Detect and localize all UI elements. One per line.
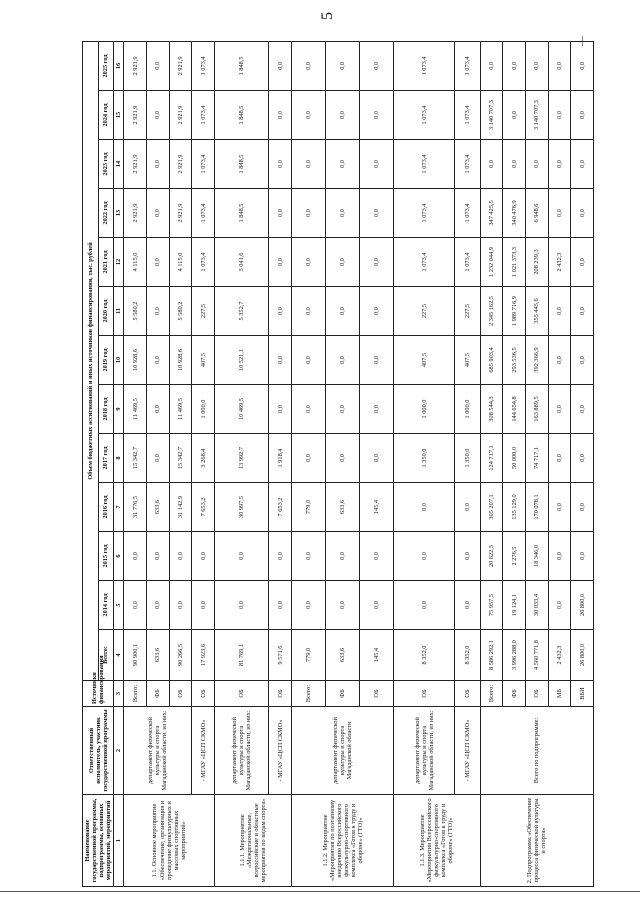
value-cell: 0,0: [326, 336, 360, 385]
executor-cell: Всего по подпрограмме:: [480, 707, 594, 795]
value-cell: 1 989 716,9: [503, 287, 526, 336]
value-cell: 0,0: [326, 287, 360, 336]
value-cell: 1 848,5: [214, 91, 268, 140]
value-cell: 0,0: [571, 336, 594, 385]
value-cell: 145,4: [360, 483, 394, 532]
table-row: [480, 41, 503, 886]
column-number: 4: [114, 630, 124, 681]
executor-cell: департамент физической культуры и спорта Магаданской области, из них:: [124, 707, 192, 795]
value-cell: 90 266,5: [169, 630, 192, 681]
value-cell: 293 536,5: [503, 336, 526, 385]
header-year: 2023 год: [98, 140, 114, 189]
value-cell: 1 073,4: [192, 91, 215, 140]
bottom-rule: [0, 891, 640, 892]
value-cell: 0,0: [169, 532, 192, 581]
value-cell: 305 207,1: [480, 483, 503, 532]
value-cell: 11 469,5: [169, 385, 192, 434]
value-cell: 392 366,9: [525, 336, 548, 385]
value-cell: 0,0: [326, 385, 360, 434]
value-cell: 1 848,5: [214, 189, 268, 238]
value-cell: 0,0: [292, 385, 326, 434]
value-cell: 0,0: [571, 140, 594, 189]
value-cell: 4 115,0: [124, 238, 147, 287]
funding-source-cell: ОБ: [360, 681, 394, 707]
value-cell: 19 124,1: [503, 581, 526, 630]
value-cell: 3 996 288,0: [503, 630, 526, 681]
value-cell: 0,0: [214, 532, 268, 581]
executor-cell: - МГАУ «ЦСП СКМО»: [269, 707, 292, 795]
value-cell: 0,0: [292, 238, 326, 287]
header-executor: Ответственный исполнитель, участник государственной программы: [83, 707, 114, 795]
value-cell: 1 073,4: [394, 140, 455, 189]
value-cell: 685 903,4: [480, 336, 503, 385]
value-cell: 0,0: [269, 238, 292, 287]
header-year: 2017 год: [98, 434, 114, 483]
value-cell: 0,0: [548, 483, 571, 532]
program-name-cell: 1.1.3. Мероприятие «Мероприятия Всероссийского физкультурно-спортивного комплекса «Готов к труду и обороне» (ГТО)»: [394, 795, 480, 887]
value-cell: 1 073,4: [394, 41, 455, 90]
value-cell: 144 654,8: [503, 385, 526, 434]
funding-source-cell: МБ: [548, 681, 571, 707]
value-cell: 1 073,4: [394, 238, 455, 287]
column-number: 11: [114, 287, 124, 336]
value-cell: 0,0: [326, 189, 360, 238]
value-cell: 1 350,0: [394, 434, 455, 483]
value-cell: 0,0: [292, 140, 326, 189]
value-cell: 0,0: [292, 434, 326, 483]
value-cell: 11 469,5: [124, 385, 147, 434]
value-cell: 0,0: [192, 532, 215, 581]
value-cell: 0,0: [525, 41, 548, 90]
program-name-cell: 1.1.1. Мероприятие «Межрегиональные, всероссийские и областные мероприятия по видам спорта»: [214, 795, 291, 887]
value-cell: 30 033,4: [525, 581, 548, 630]
funding-source-cell: ФБ: [146, 681, 169, 707]
funding-source-cell: ОБ: [269, 681, 292, 707]
value-cell: 0,0: [360, 189, 394, 238]
value-cell: 0,0: [571, 238, 594, 287]
value-cell: 10 469,5: [214, 385, 268, 434]
column-number: 15: [114, 91, 124, 140]
value-cell: 407,5: [394, 336, 455, 385]
value-cell: 1 000,0: [192, 385, 215, 434]
value-cell: 0,0: [146, 91, 169, 140]
value-cell: 1 000,0: [394, 385, 455, 434]
value-cell: 0,0: [571, 41, 594, 90]
value-cell: 15 342,7: [169, 434, 192, 483]
table-row: [192, 41, 215, 886]
value-cell: 633,6: [326, 483, 360, 532]
value-cell: 0,0: [548, 336, 571, 385]
value-cell: 10 928,6: [124, 336, 147, 385]
value-cell: 0,0: [146, 336, 169, 385]
rotated-table-wrapper: [82, 42, 586, 887]
value-cell: 0,0: [292, 336, 326, 385]
header-year: 2015 год: [98, 532, 114, 581]
value-cell: 124 717,1: [480, 434, 503, 483]
value-cell: 90 900,1: [124, 630, 147, 681]
header-year: 2014 год: [98, 581, 114, 630]
header-year: 2019 год: [98, 336, 114, 385]
table-row: [394, 41, 455, 886]
funding-source-cell: ВБИ: [571, 681, 594, 707]
value-cell: 20 622,5: [480, 532, 503, 581]
value-cell: 0,0: [326, 41, 360, 90]
program-name-cell: 2. Подпрограмма «Обеспечение процесса физической культуры и спорта»: [480, 795, 594, 887]
funding-table: [82, 41, 594, 887]
header-total: Всего:: [98, 630, 114, 681]
table-row: [269, 41, 292, 886]
value-cell: 145,4: [360, 630, 394, 681]
value-cell: 13 992,7: [214, 434, 268, 483]
value-cell: 1 073,4: [192, 140, 215, 189]
table-row: [292, 41, 326, 886]
value-cell: 3 140 707,3: [480, 91, 503, 140]
value-cell: 5 352,7: [214, 287, 268, 336]
funding-source-cell: Всего:: [292, 681, 326, 707]
header-year: 2024 год: [98, 91, 114, 140]
header-row-1: [83, 41, 99, 886]
value-cell: 163 889,5: [525, 385, 548, 434]
value-cell: 779,0: [292, 483, 326, 532]
funding-source-cell: ОБ: [192, 681, 215, 707]
value-cell: 0,0: [326, 238, 360, 287]
column-number: 3: [114, 681, 124, 707]
value-cell: 2 921,9: [124, 140, 147, 189]
value-cell: 0,0: [571, 532, 594, 581]
value-cell: 135 129,0: [503, 483, 526, 532]
value-cell: 0,0: [360, 385, 394, 434]
header-year: 2018 год: [98, 385, 114, 434]
executor-cell: департамент физической культуры и спорта Магаданской области, из них:: [214, 707, 268, 795]
value-cell: 0,0: [525, 140, 548, 189]
value-cell: 1 350,0: [455, 434, 480, 483]
value-cell: 347 425,5: [480, 189, 503, 238]
value-cell: 0,0: [292, 287, 326, 336]
funding-source-cell: ОБ: [455, 681, 480, 707]
value-cell: 18 346,0: [525, 532, 548, 581]
value-cell: 2 345 162,5: [480, 287, 503, 336]
funding-source-cell: ФБ: [503, 681, 526, 707]
value-cell: 0,0: [269, 532, 292, 581]
value-cell: 355 445,6: [525, 287, 548, 336]
value-cell: 0,0: [292, 41, 326, 90]
value-cell: 208 239,3: [525, 238, 548, 287]
value-cell: 8 586 292,1: [480, 630, 503, 681]
value-cell: 0,0: [169, 581, 192, 630]
header-year: 2021 год: [98, 238, 114, 287]
value-cell: 0,0: [394, 532, 455, 581]
table-row: [124, 41, 147, 886]
value-cell: 2 432,3: [548, 238, 571, 287]
value-cell: 0,0: [571, 287, 594, 336]
column-number: 10: [114, 336, 124, 385]
value-cell: 2 921,9: [124, 41, 147, 90]
value-cell: 0,0: [269, 41, 292, 90]
value-cell: 0,0: [394, 483, 455, 532]
value-cell: 2 921,9: [124, 189, 147, 238]
funding-source-cell: ОБ: [525, 681, 548, 707]
value-cell: 0,0: [124, 532, 147, 581]
column-number: 14: [114, 140, 124, 189]
funding-source-cell: ОБ: [214, 681, 268, 707]
header-funding-group: Объем бюджетных ассигнований и иных источников финансирования, тыс. рублей: [83, 41, 99, 680]
value-cell: 0,0: [146, 238, 169, 287]
rotated-table-stage: [82, 42, 586, 887]
value-cell: 31 776,5: [124, 483, 147, 532]
value-cell: 17 923,6: [192, 630, 215, 681]
value-cell: 308 544,3: [480, 385, 503, 434]
value-cell: 9 571,6: [269, 630, 292, 681]
value-cell: 0,0: [269, 287, 292, 336]
executor-cell: - МГАУ «ЦСП СКМО»: [455, 707, 480, 795]
value-cell: 0,0: [146, 581, 169, 630]
value-cell: 0,0: [571, 385, 594, 434]
value-cell: 1 021 373,3: [503, 238, 526, 287]
value-cell: 1 918,4: [269, 434, 292, 483]
header-year: 2025 год: [98, 41, 114, 90]
funding-source-cell: ОБ: [394, 681, 455, 707]
value-cell: 1 848,5: [214, 41, 268, 90]
value-cell: 227,5: [192, 287, 215, 336]
value-cell: 0,0: [192, 581, 215, 630]
value-cell: 75 957,5: [480, 581, 503, 630]
value-cell: 0,0: [548, 91, 571, 140]
value-cell: 633,6: [146, 630, 169, 681]
value-cell: 0,0: [292, 581, 326, 630]
executor-cell: - МГАУ «ЦСП СКМО»: [192, 707, 215, 795]
header-year: 2016 год: [98, 483, 114, 532]
value-cell: 15 342,7: [124, 434, 147, 483]
value-cell: 81 769,1: [214, 630, 268, 681]
value-cell: 0,0: [360, 238, 394, 287]
column-number: 12: [114, 238, 124, 287]
value-cell: 7 653,2: [192, 483, 215, 532]
value-cell: 2 921,9: [124, 91, 147, 140]
value-cell: 0,0: [571, 434, 594, 483]
value-cell: 3 140 707,3: [525, 91, 548, 140]
value-cell: 227,5: [394, 287, 455, 336]
funding-source-cell: Всего:: [124, 681, 147, 707]
value-cell: 0,0: [269, 91, 292, 140]
column-number: 8: [114, 434, 124, 483]
value-cell: 0,0: [548, 140, 571, 189]
program-name-cell: 1.1. Основное мероприятие «Обеспечение, организация и проведение физкультурных и массовых спортивных мероприятий»: [124, 795, 215, 887]
column-number: 7: [114, 483, 124, 532]
value-cell: 633,6: [146, 483, 169, 532]
table-body: [124, 41, 594, 886]
value-cell: 0,0: [548, 581, 571, 630]
value-cell: 1 000,0: [455, 385, 480, 434]
value-cell: 5 580,2: [124, 287, 147, 336]
value-cell: 407,5: [192, 336, 215, 385]
value-cell: 0,0: [503, 41, 526, 90]
value-cell: 0,0: [326, 140, 360, 189]
value-cell: 0,0: [326, 91, 360, 140]
value-cell: 10 521,1: [214, 336, 268, 385]
value-cell: 1 073,4: [455, 91, 480, 140]
value-cell: 1 073,4: [192, 189, 215, 238]
value-cell: 0,0: [360, 581, 394, 630]
column-number: 1: [114, 795, 124, 887]
value-cell: 2 921,9: [169, 41, 192, 90]
value-cell: 1 848,5: [214, 140, 268, 189]
executor-cell: департамент физической культуры и спорта Магаданской области, из них:: [394, 707, 455, 795]
value-cell: 26 800,0: [571, 581, 594, 630]
value-cell: 2 921,9: [169, 140, 192, 189]
table-row: [214, 41, 268, 886]
column-number: 16: [114, 41, 124, 90]
value-cell: 50 000,0: [503, 434, 526, 483]
value-cell: 0,0: [480, 41, 503, 90]
value-cell: 4 560 771,8: [525, 630, 548, 681]
value-cell: 8 352,0: [455, 630, 480, 681]
value-cell: 0,0: [503, 91, 526, 140]
value-cell: 0,0: [146, 434, 169, 483]
value-cell: 1 073,4: [455, 238, 480, 287]
value-cell: 0,0: [360, 434, 394, 483]
value-cell: 0,0: [571, 483, 594, 532]
value-cell: 1 073,4: [394, 91, 455, 140]
value-cell: 0,0: [326, 532, 360, 581]
value-cell: 0,0: [360, 287, 394, 336]
value-cell: 0,0: [214, 581, 268, 630]
value-cell: 0,0: [503, 140, 526, 189]
value-cell: 170 078,1: [525, 483, 548, 532]
value-cell: 0,0: [548, 287, 571, 336]
value-cell: 1 073,4: [394, 189, 455, 238]
value-cell: 1 073,4: [455, 189, 480, 238]
value-cell: 0,0: [455, 581, 480, 630]
value-cell: 0,0: [269, 189, 292, 238]
value-cell: 0,0: [548, 41, 571, 90]
funding-source-cell: Всего:: [480, 681, 503, 707]
column-number: 13: [114, 189, 124, 238]
header-source: Источники финансирования: [83, 681, 114, 707]
value-cell: 0,0: [326, 581, 360, 630]
value-cell: 0,0: [292, 189, 326, 238]
value-cell: 0,0: [269, 581, 292, 630]
value-cell: 0,0: [146, 140, 169, 189]
header-year: 2020 год: [98, 287, 114, 336]
value-cell: 633,6: [326, 630, 360, 681]
value-cell: 1 073,4: [192, 238, 215, 287]
value-cell: 7 653,2: [269, 483, 292, 532]
value-cell: 0,0: [360, 140, 394, 189]
value-cell: 0,0: [146, 385, 169, 434]
header-year: 2022 год: [98, 189, 114, 238]
value-cell: 1 232 044,9: [480, 238, 503, 287]
value-cell: 0,0: [146, 41, 169, 90]
value-cell: 2 276,5: [503, 532, 526, 581]
value-cell: 407,5: [455, 336, 480, 385]
value-cell: 2 432,3: [548, 630, 571, 681]
value-cell: 0,0: [124, 581, 147, 630]
value-cell: 0,0: [360, 91, 394, 140]
value-cell: 0,0: [548, 434, 571, 483]
funding-source-cell: ОБ: [169, 681, 192, 707]
value-cell: 1 073,4: [455, 41, 480, 90]
value-cell: 0,0: [548, 385, 571, 434]
value-cell: 1 073,4: [455, 140, 480, 189]
value-cell: 0,0: [269, 385, 292, 434]
table-row: [455, 41, 480, 886]
value-cell: 0,0: [269, 336, 292, 385]
funding-source-cell: ФБ: [326, 681, 360, 707]
value-cell: 0,0: [360, 41, 394, 90]
value-cell: 0,0: [360, 336, 394, 385]
column-number: 2: [114, 707, 124, 795]
value-cell: 5 580,2: [169, 287, 192, 336]
value-cell: 0,0: [394, 581, 455, 630]
value-cell: 0,0: [146, 189, 169, 238]
value-cell: 26 800,0: [571, 630, 594, 681]
column-number: 9: [114, 385, 124, 434]
value-cell: 3 268,4: [192, 434, 215, 483]
program-name-cell: 1.1.2. Мероприятие «Мероприятия по поэтапному внедрению Всероссийского физкультурно-спортивного комплекса «Готов к труду и обороне» (ГТО)»: [292, 795, 394, 887]
value-cell: 0,0: [269, 140, 292, 189]
value-cell: 0,0: [146, 532, 169, 581]
page-number: 5: [319, 12, 336, 20]
value-cell: 31 142,9: [169, 483, 192, 532]
value-cell: 1 073,4: [192, 41, 215, 90]
value-cell: 0,0: [146, 287, 169, 336]
value-cell: 4 115,0: [169, 238, 192, 287]
column-number: 5: [114, 581, 124, 630]
header-program-name: Наименование государственной программы, подпрограммы, основных мероприятий, мероприятий: [83, 795, 114, 887]
value-cell: 8 352,0: [394, 630, 455, 681]
value-cell: 0,0: [548, 189, 571, 238]
value-cell: 0,0: [360, 532, 394, 581]
value-cell: 0,0: [480, 140, 503, 189]
column-number: 6: [114, 532, 124, 581]
value-cell: 2 921,9: [169, 189, 192, 238]
value-cell: 2 921,9: [169, 91, 192, 140]
executor-cell: департамент физической культуры и спорта Магаданской области: [292, 707, 394, 795]
value-cell: 0,0: [326, 434, 360, 483]
value-cell: 0,0: [571, 91, 594, 140]
value-cell: 0,0: [292, 91, 326, 140]
value-cell: 74 717,1: [525, 434, 548, 483]
value-cell: 227,5: [455, 287, 480, 336]
value-cell: 3 041,6: [214, 238, 268, 287]
value-cell: 30 997,5: [214, 483, 268, 532]
value-cell: 0,0: [455, 483, 480, 532]
value-cell: 779,0: [292, 630, 326, 681]
value-cell: 6 948,6: [525, 189, 548, 238]
value-cell: 10 928,6: [169, 336, 192, 385]
value-cell: 0,0: [571, 189, 594, 238]
value-cell: 0,0: [455, 532, 480, 581]
column-number-row: [114, 41, 124, 886]
value-cell: 0,0: [292, 532, 326, 581]
value-cell: 0,0: [548, 532, 571, 581]
value-cell: 340 476,9: [503, 189, 526, 238]
